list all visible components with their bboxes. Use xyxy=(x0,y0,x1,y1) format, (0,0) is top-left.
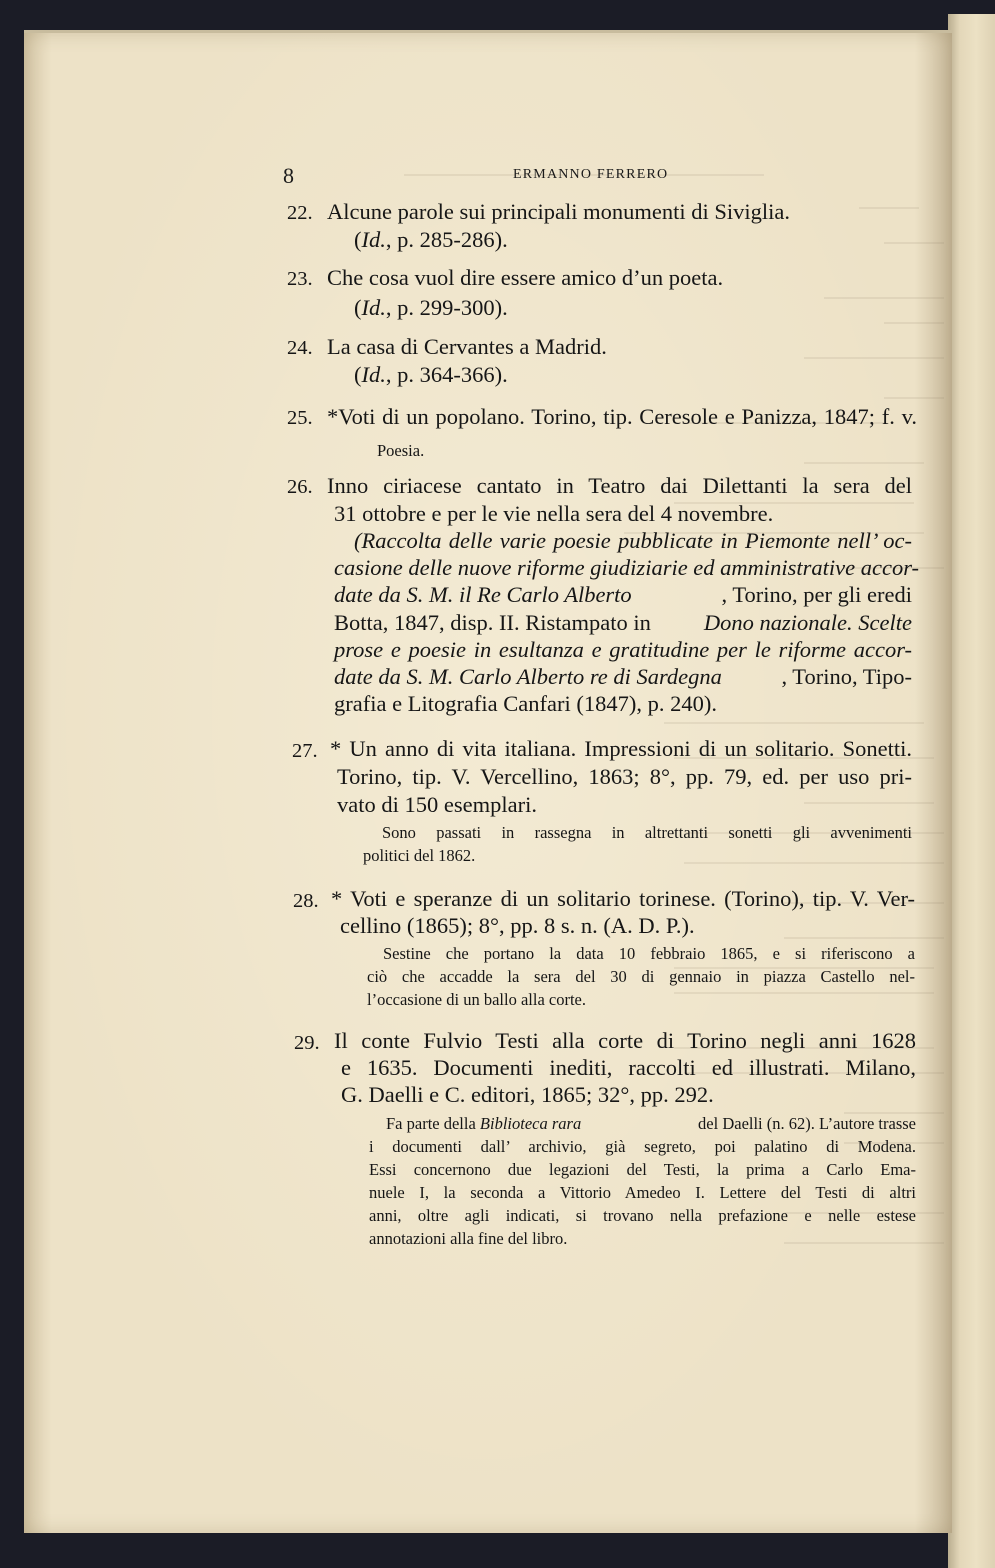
entry-line: G. Daelli e C. editori, 1865; 32°, pp. 292. xyxy=(341,1082,714,1107)
page-number: 8 xyxy=(283,163,294,188)
entry-note: Fa parte della Biblioteca rara del Daelli (n. 62). L’autore trasse xyxy=(386,1114,916,1133)
entry-line: * Voti e speranze di un solitario torinese. (Torino), tip. V. Ver- xyxy=(331,886,915,911)
entry-number: 27. xyxy=(292,740,318,762)
entry-line: vato di 150 esemplari. xyxy=(337,792,537,817)
running-title: ERMANNO FERRERO xyxy=(513,167,669,182)
entry-line: 31 ottobre e per le vie nella sera del 4 novembre. xyxy=(334,501,774,526)
entry-note: Poesia. xyxy=(377,441,425,460)
entry-line: cellino (1865); 8°, pp. 8 s. n. (A. D. P.). xyxy=(340,913,695,938)
entry-note: annotazioni alla fine del libro. xyxy=(369,1229,568,1248)
entry-note: Sestine che portano la data 10 febbraio 1865, e si riferiscono a xyxy=(383,944,915,963)
adjacent-page-edge xyxy=(948,14,995,1568)
entry-title: *Voti di un popolano. Torino, tip. Ceresole e Panizza, 1847; f. v. xyxy=(327,404,917,429)
entry-note: nuele I, la seconda a Vittorio Amedeo I. Lettere del Testi di altri xyxy=(369,1183,916,1202)
entry-line: Botta, 1847, disp. II. Ristampato in Dono nazionale. Scelte xyxy=(334,610,912,635)
entry-line: Inno ciriacese cantato in Teatro dai Dilettanti la sera del xyxy=(327,473,912,498)
entry-number: 22. xyxy=(287,202,313,224)
entry-line: e 1635. Documenti inediti, raccolti ed illustrati. Milano, xyxy=(341,1055,916,1080)
entry-note: politici del 1862. xyxy=(363,846,476,865)
entry-number: 24. xyxy=(287,337,313,359)
entry-note: Sono passati in rassegna in altrettanti sonetti gli avvenimenti xyxy=(382,823,912,842)
entry-line: * Un anno di vita italiana. Impressioni di un solitario. Sonetti. xyxy=(330,736,912,761)
entry-line: Il conte Fulvio Testi alla corte di Torino negli anni 1628 xyxy=(334,1028,916,1053)
running-head xyxy=(283,163,913,188)
entry-line: (Raccolta delle varie poesie pubblicate in Piemonte nell’ oc- xyxy=(354,528,912,553)
entry-note: i documenti dall’ archivio, già segreto, poi palatino di Modena. xyxy=(369,1137,916,1156)
entry-note: anni, oltre agli indicati, si trovano nella prefazione e nelle estese xyxy=(369,1206,916,1225)
entry-citation: (Id., p. 299-300). xyxy=(354,295,508,320)
entry-title: La casa di Cervantes a Madrid. xyxy=(327,334,607,359)
entry-note: Essi concernono due legazioni del Testi, la prima a Carlo Ema- xyxy=(369,1160,916,1179)
entry-citation: (Id., p. 364-366). xyxy=(354,362,508,387)
entry-title: Che cosa vuol dire essere amico d’un poeta. xyxy=(327,265,724,290)
entry-line: date da S. M. il Re Carlo Alberto , Torino, per gli eredi xyxy=(334,582,912,607)
entry-number: 23. xyxy=(287,268,313,290)
entry-line: casione delle nuove riforme giudiziarie ed amministrative accor- xyxy=(334,555,920,580)
entry-line: Torino, tip. V. Vercellino, 1863; 8°, pp. 79, ed. per uso pri- xyxy=(337,764,912,789)
entry-number: 26. xyxy=(287,476,313,498)
entry-note: ciò che accadde la sera del 30 di gennaio in piazza Castello nel- xyxy=(367,967,915,986)
entry-line: date da S. M. Carlo Alberto re di Sardegna , Torino, Tipo- xyxy=(334,664,912,689)
entry-line: prose e poesie in esultanza e gratitudine per le riforme accor- xyxy=(334,637,912,662)
entry-citation: (Id., p. 285-286). xyxy=(354,227,508,252)
entry-number: 29. xyxy=(294,1032,320,1054)
entry-line: grafia e Litografia Canfari (1847), p. 240). xyxy=(334,691,717,716)
entry-title: Alcune parole sui principali monumenti di Siviglia. xyxy=(327,199,791,224)
entry-number: 25. xyxy=(287,407,313,429)
entry-number: 28. xyxy=(293,890,319,912)
entry-note: l’occasione di un ballo alla corte. xyxy=(367,990,586,1009)
